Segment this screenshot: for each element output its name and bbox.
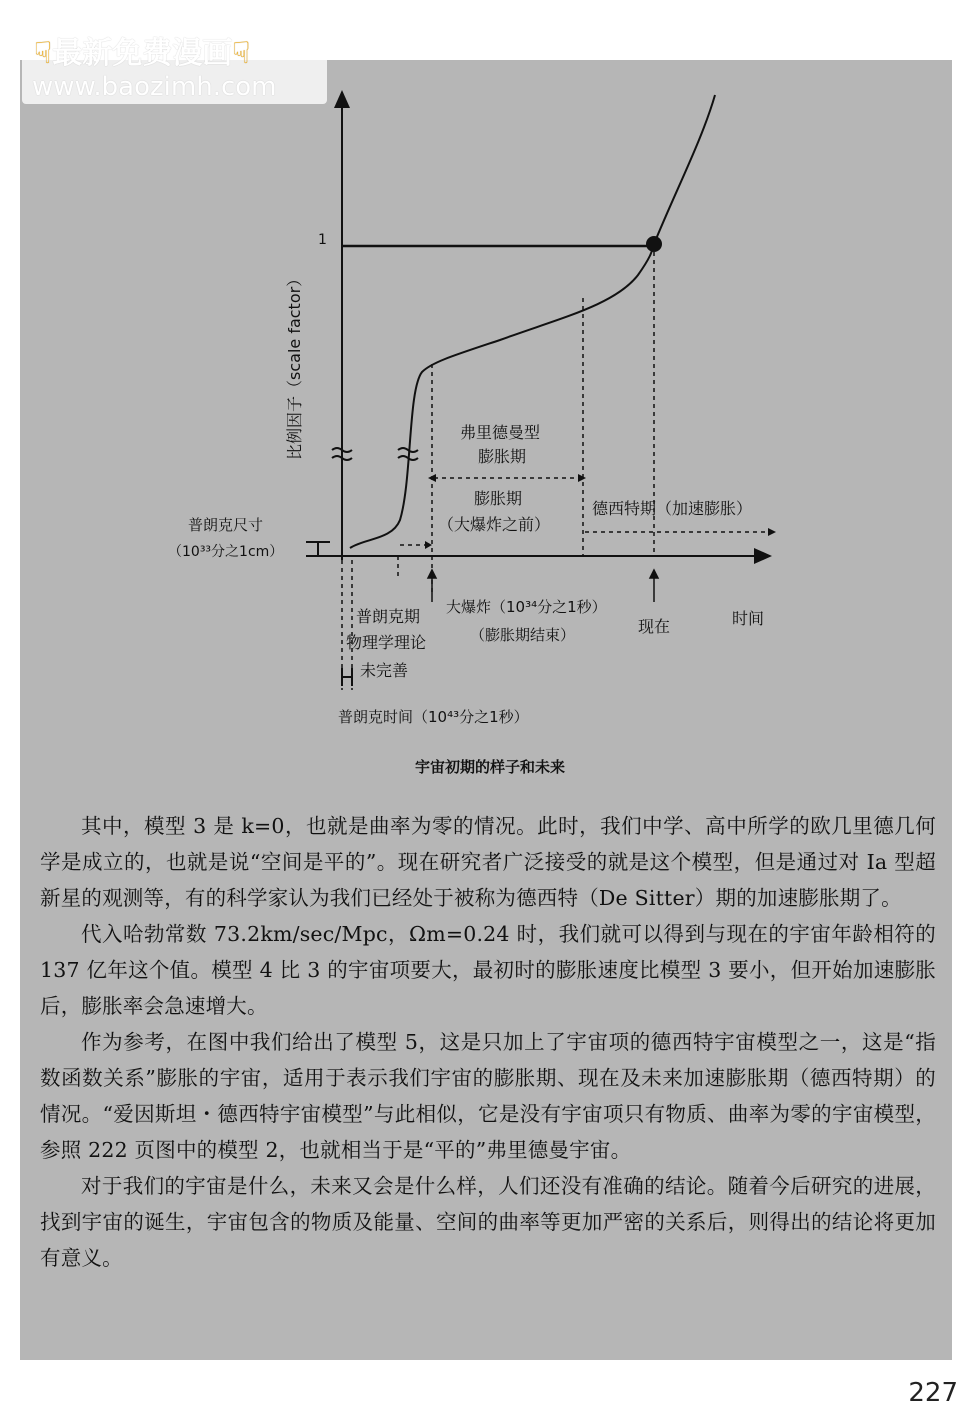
inflation-label-2: （大爆炸之前） xyxy=(438,515,551,534)
now-label: 现在 xyxy=(638,617,671,636)
paragraph: 代入哈勃常数 73.2km/sec/Mpc，Ωm=0.24 时，我们就可以得到与现在的宇宙年龄相符的 137 亿年这个值。模型 4 比 3 的宇宙项要大，最初时的膨胀速度比模型 3 要小，但开始加速膨胀后，膨胀率会急速增大。 xyxy=(40,922,936,1018)
planck-period-label-3: 未完善 xyxy=(360,661,409,680)
scale-factor-curve xyxy=(350,95,715,548)
pointing-hand-icon: ☟ xyxy=(34,36,53,71)
planck-time-label: 普朗克时间（10⁴³分之1秒） xyxy=(338,708,529,726)
body-text xyxy=(40,808,936,1276)
time-axis-label: 时间 xyxy=(732,609,765,628)
present-point xyxy=(646,236,662,252)
planck-size-value: （10³³分之1cm） xyxy=(168,544,284,560)
paragraph: 其中，模型 3 是 k=0，也就是曲率为零的情况。此时，我们中学、高中所学的欧几里德几何学是成立的，也就是说“空间是平的”。现在研究者广泛接受的就是这个模型，但是通过对 Ia 型超新星的观测等，有的科学家认为我们已经处于被称为德西特（De Sitter）期的加速膨胀期了。 xyxy=(40,814,936,910)
figure-caption: 宇宙初期的样子和未来 xyxy=(414,758,565,776)
planck-period-label-1: 普朗克期 xyxy=(356,607,421,626)
paragraph: 作为参考，在图中我们给出了模型 5，这是只加上了宇宙项的德西特宇宙模型之一，这是“指数函数关系”膨胀的宇宙，适用于表示我们宇宙的膨胀期、现在及未来加速膨胀期（德西特期）的情况。“爱因斯坦・德西特宇宙模型”与此相似，它是没有宇宙项只有物质、曲率为零的宇宙模型，参照 222 页图中的模型 2，也就相当于是“平的”弗里德曼宇宙。 xyxy=(40,1030,936,1162)
planck-size-label: 普朗克尺寸 xyxy=(188,516,264,534)
y-tick-one: 1 xyxy=(318,232,327,248)
y-axis-label: 比例因子（scale factor） xyxy=(285,270,304,460)
planck-time-bracket xyxy=(342,668,352,686)
friedmann-label-2: 膨胀期 xyxy=(478,447,527,466)
bigbang-label-1: 大爆炸（10³⁴分之1秒） xyxy=(446,598,607,616)
pointing-hand-icon: ☟ xyxy=(232,36,251,71)
paragraph: 对于我们的宇宙是什么，未来又会是什么样，人们还没有准确的结论。随着今后研究的进展，找到宇宙的诞生，宇宙包含的物质及能量、空间的曲率等更加严密的关系后，则得出的结论将更加有意义。 xyxy=(40,1174,936,1270)
friedmann-label-1: 弗里德曼型 xyxy=(460,423,541,442)
watermark-url: www.baozimh.com xyxy=(32,72,277,102)
page-number: 227 xyxy=(908,1378,958,1408)
watermark-title: 最新免费漫画 xyxy=(52,36,233,71)
inflation-label-1: 膨胀期 xyxy=(474,489,523,508)
bigbang-label-2: （膨胀期结束） xyxy=(470,626,576,644)
desitter-label: 德西特期（加速膨胀） xyxy=(592,499,753,518)
planck-size-bracket xyxy=(306,542,330,556)
planck-period-label-2: 物理学理论 xyxy=(346,633,427,652)
